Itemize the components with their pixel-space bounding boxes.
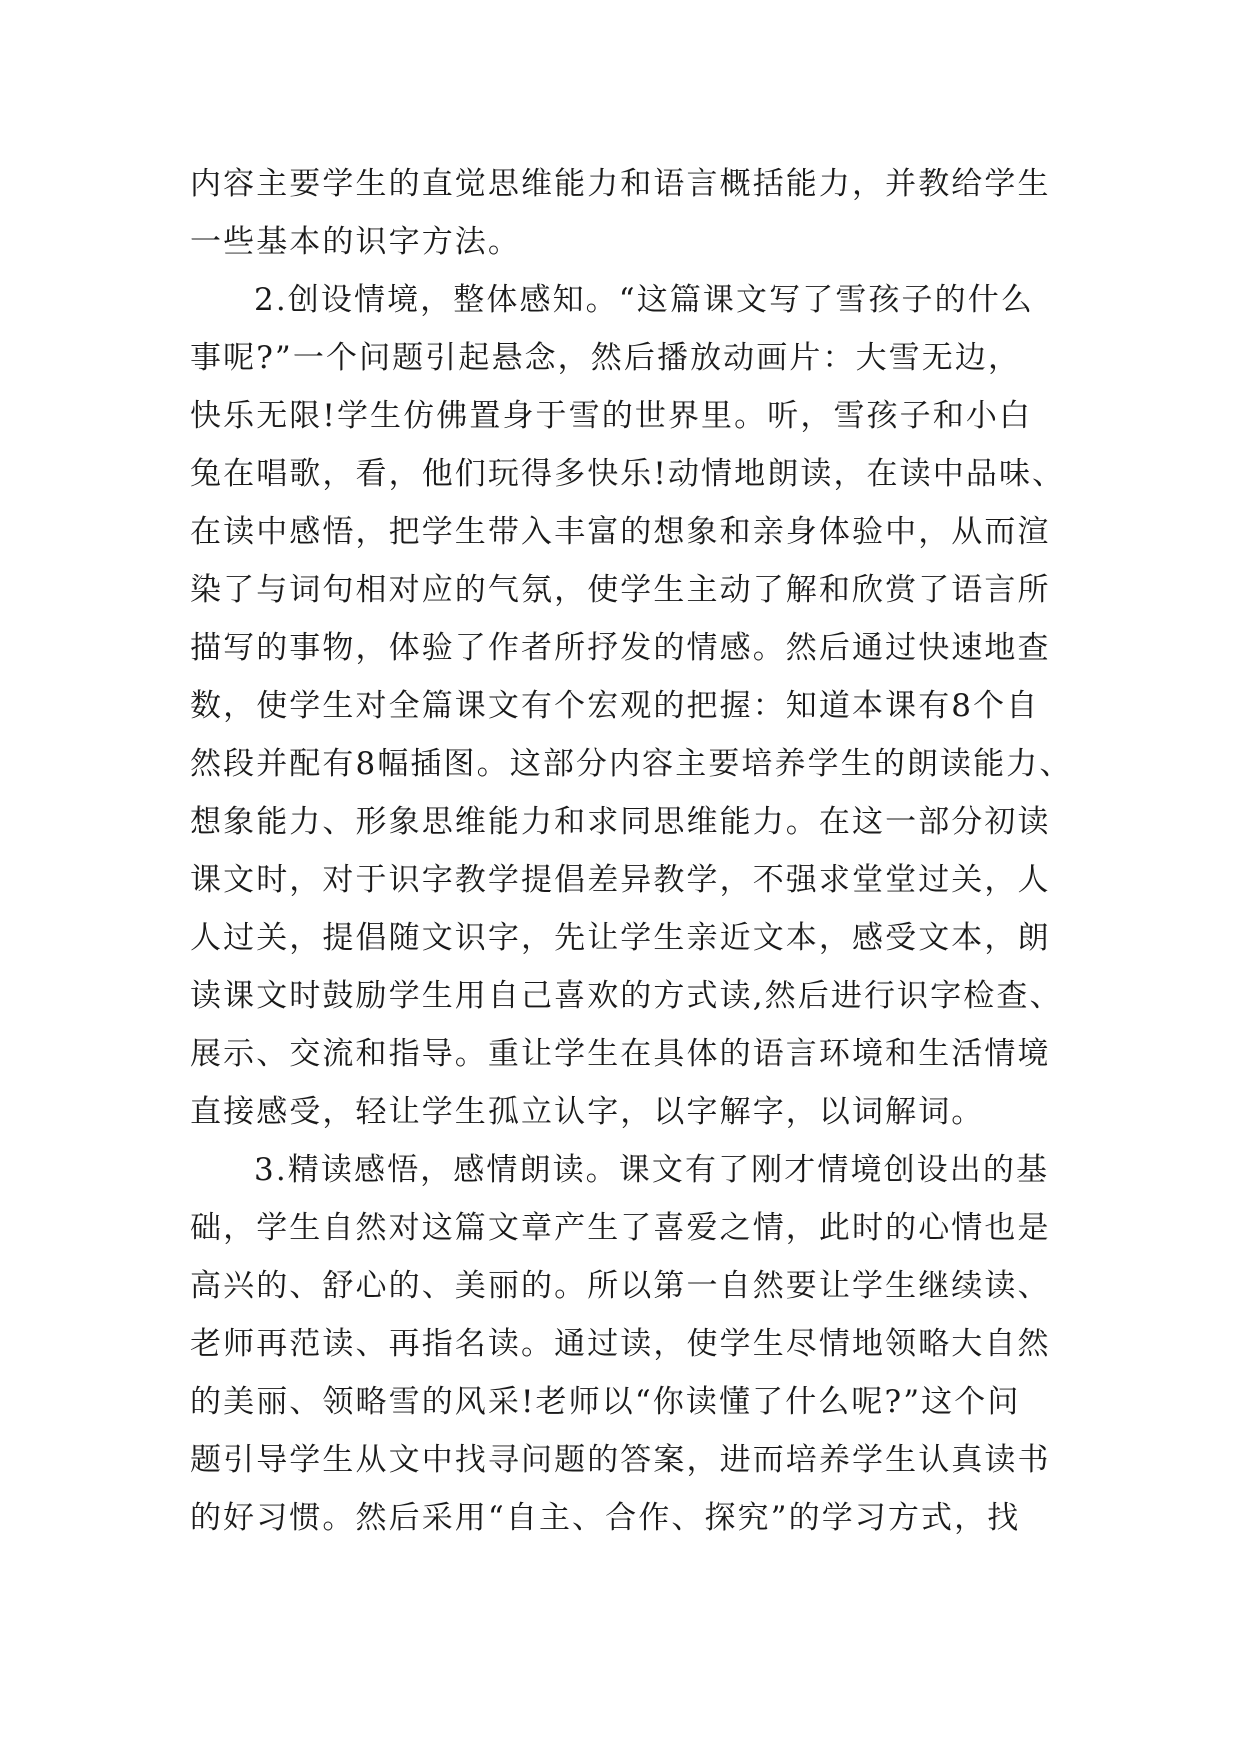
text-line: 描写的事物，体验了作者所抒发的情感。然后通过快速地查 [190, 630, 1051, 666]
text-line: 数，使学生对全篇课文有个宏观的把握：知道本课有8个自 [190, 688, 1040, 724]
text-line: 想象能力、形象思维能力和求同思维能力。在这一部分初读 [190, 804, 1051, 840]
text-line: 题引导学生从文中找寻问题的答案，进而培养学生认真读书 [190, 1442, 1051, 1478]
text-line: 事呢?”一个问题引起悬念，然后播放动画片：大雪无边， [190, 340, 1022, 376]
text-line: 读课文时鼓励学生用自己喜欢的方式读,然后进行识字检查、 [190, 978, 1063, 1014]
text-line: 快乐无限!学生仿佛置身于雪的世界里。听，雪孩子和小白 [190, 398, 1033, 434]
text-line: 础，学生自然对这篇文章产生了喜爱之情，此时的心情也是 [190, 1210, 1051, 1246]
text-line: 的好习惯。然后采用“自主、合作、探究”的学习方式，找 [190, 1500, 1021, 1536]
text-line: 内容主要学生的直觉思维能力和语言概括能力，并教给学生 [190, 166, 1051, 202]
text-line: 然段并配有8幅插图。这部分内容主要培养学生的朗读能力、 [190, 746, 1073, 782]
text-line: 课文时，对于识字教学提倡差异教学，不强求堂堂过关，人 [190, 862, 1051, 898]
text-line: 直接感受，轻让学生孤立认字，以字解字，以词解词。 [190, 1094, 985, 1130]
text-line: 展示、交流和指导。重让学生在具体的语言环境和生活情境 [190, 1036, 1051, 1072]
text-line: 染了与词句相对应的气氛，使学生主动了解和欣赏了语言所 [190, 572, 1051, 608]
text-line: 老师再范读、再指名读。通过读，使学生尽情地领略大自然 [190, 1326, 1051, 1362]
body-text [190, 155, 1073, 1547]
text-line: 人过关，提倡随文识字，先让学生亲近文本，感受文本，朗 [190, 920, 1051, 956]
text-line: 一些基本的识字方法。 [190, 224, 521, 260]
text-line: 高兴的、舒心的、美丽的。所以第一自然要让学生继续读、 [190, 1268, 1051, 1304]
text-line: 兔在唱歌，看，他们玩得多快乐!动情地朗读，在读中品味、 [190, 456, 1066, 492]
paragraph-start-line: 3.精读感悟，感情朗读。课文有了刚才情境创设出的基 [254, 1152, 1050, 1188]
text-line: 在读中感悟，把学生带入丰富的想象和亲身体验中，从而渲 [190, 514, 1051, 550]
paragraph-start-line: 2.创设情境，整体感知。“这篇课文写了雪孩子的什么 [254, 282, 1034, 318]
text-line: 的美丽、领略雪的风采!老师以“你读懂了什么呢?”这个问 [190, 1384, 1021, 1420]
